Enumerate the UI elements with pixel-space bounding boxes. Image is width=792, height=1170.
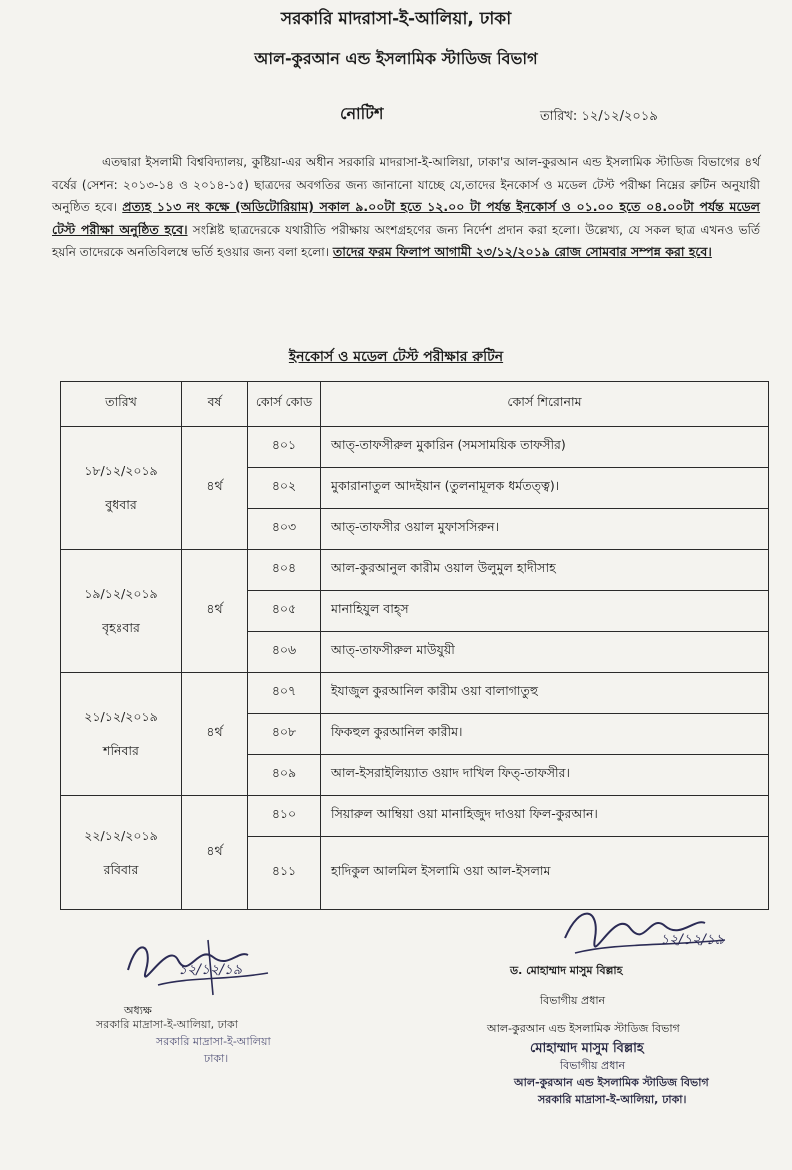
course-title: আত্-তাফসীর ওয়াল মুফাসসিরুন। [321,509,769,550]
head-name: ড. মোহাম্মাদ মাসুম বিল্লাহ [510,964,623,977]
course-title: আত্-তাফসীরুল মুকারিন (সমসাময়িক তাফসীর) [321,427,769,468]
department-name: আল-কুরআন এন্ড ইসলামিক স্টাডিজ বিভাগ [254,49,538,68]
routine-title: ইনকোর্স ও মডেল টেস্ট পরীক্ষার রুটিন [288,349,504,365]
head-stamp-dept: আল-কুরআন এন্ড ইসলামিক স্টাডিজ বিভাগ [514,1076,709,1089]
principal-stamp-line2: সরকারি মাদ্রাসা-ই-আলিয়া [156,1035,271,1048]
table-row [61,673,769,714]
principal-stamp-line1: সরকারি মাদ্রাসা-ই-আলিয়া, ঢাকা [96,1018,238,1031]
exam-date: ১৯/১২/২০১৯ [84,586,158,601]
head-title: বিভাগীয় প্রধান [540,994,606,1007]
year-cell: ৪র্থ [182,427,248,550]
exam-date: ২১/১২/২০১৯ [84,709,158,724]
notice-title: নোটিশ [340,104,384,123]
course-code: ৪০৪ [248,550,321,591]
exam-day: বৃহঃবার [102,620,140,635]
col-code-header: কোর্স কোড [248,382,321,427]
table-header-row [61,382,769,427]
table-row [61,427,769,468]
notice-body-schedule: প্রত্যহ ১১৩ নং কক্ষে (অডিটোরিয়াম) সকাল ৯.০০টা হতে ১২.০০ টা পর্যন্ত ইনকোর্স ও ০১.০০ হতে ০৪.০০টা পর্যন্ত মডেল টেস্ট পরীক্ষা অনুষ্ঠিত হবে। [52,199,760,237]
date-cell [61,673,182,796]
exam-day: বুধবার [105,497,137,512]
principal-handwritten-date: ১২/১২/১৯ [178,962,242,978]
head-handwritten-date: ১২/১২/১৯ [660,932,724,948]
notice-body-formfillup: তাদের ফরম ফিলাপ আগামী ২৩/১২/২০১৯ রোজ সোমবার সম্পন্ন করা হবে। [332,244,712,259]
course-code: ৪০৬ [248,632,321,673]
principal-stamp-line3: ঢাকা। [204,1052,229,1065]
year-cell: ৪র্থ [182,550,248,673]
notice-body [52,151,760,264]
principal-stamp [96,1016,271,1067]
course-code: ৪০৭ [248,673,321,714]
head-stamp-title: বিভাগীয় প্রধান [560,1059,626,1072]
year-cell: ৪র্থ [182,673,248,796]
course-title: আত্-তাফসীরুল মাউযুয়ী [321,632,769,673]
head-stamp-name: মোহাম্মাদ মাসুম বিল্লাহ [530,1041,644,1056]
course-title: ফিকহুল কুরআনিল কারীম। [321,714,769,755]
course-code: ৪০৩ [248,509,321,550]
course-title: আল-কুরআনুল কারীম ওয়াল উলুমুল হাদীসাহ [321,550,769,591]
institution-name: সরকারি মাদরাসা-ই-আলিয়া, ঢাকা [280,9,512,29]
head-stamp-inst: সরকারি মাদ্রাসা-ই-আলিয়া, ঢাকা। [538,1093,687,1106]
course-code: ৪১১ [248,837,321,910]
exam-date: ১৮/১২/২০১৯ [84,463,158,478]
course-title: সিয়ারুল আম্বিয়া ওয়া মানাহিজুদ দাওয়া ফিল-কুরআন। [321,796,769,837]
principal-role: অধ্যক্ষ [124,1004,152,1017]
course-title: আল-ইসরাইলিয়্যাত ওয়াদ দাখিল ফিত্-তাফসীর। [321,755,769,796]
date-cell [61,427,182,550]
notice-date: তারিখ: ১২/১২/২০১৯ [540,109,658,124]
table-row [61,550,769,591]
notice-body-part2: সংশ্লিষ্ট ছাত্রদেরকে যথারীতি পরীক্ষায় অংশগ্রহণের জন্য নির্দেশ প্রদান করা হলো। উল্লেখ্য, যে সকল ছাত্র এখনও ভর্তি হয়নি তাদেরকে অনতিবিলম্বে ভর্তি হওয়ার জন্য বলা হলো। [52,222,760,259]
notice-body-part1: এতদ্বারা ইসলামী বিশ্ববিদ্যালয়, কুষ্টিয়া-এর অধীন সরকারি মাদরাসা-ই-আলিয়া, ঢাকা'র আল-কুরআন এন্ড ইসলামিক স্টাডিজ বিভাগের ৪র্থ বর্ষের (সেশন: ২০১৩-১৪ ও ২০১৪-১৫) ছাত্রদের অবগতির জন্য জানানো যাচ্ছে যে,তাদের ইনকোর্স ও মডেল টেস্ট পরীক্ষা নিম্নের রুটিন অনুযায়ী অনুষ্ঠিত হবে। [52,155,760,214]
course-title: হাদিকুল আলমিল ইসলামি ওয়া আল-ইসলাম [321,837,769,910]
head-stamp [500,1040,709,1108]
exam-date: ২২/১২/২০১৯ [84,827,158,843]
course-title: মুকারানাতুল আদইয়ান (তুলনামূলক ধর্মতত্ত্ব)। [321,468,769,509]
exam-day: শনিবার [103,743,139,758]
course-code: ৪১০ [248,796,321,837]
course-title: ইযাজুল কুরআনিল কারীম ওয়া বালাগাতুহু [321,673,769,714]
course-code: ৪০৮ [248,714,321,755]
col-title-header: কোর্স শিরোনাম [321,382,769,427]
date-cell [61,550,182,673]
year-cell: ৪র্থ [182,796,248,910]
head-dept: আল-কুরআন এন্ড ইসলামিক স্টাডিজ বিভাগ [487,1022,680,1035]
routine-table [60,381,769,910]
table-row [61,796,769,837]
col-date-header: তারিখ [61,382,182,427]
col-year-header: বর্ষ [182,382,248,427]
course-code: ৪০১ [248,427,321,468]
exam-day: রবিবার [103,861,139,877]
course-code: ৪০৫ [248,591,321,632]
course-code: ৪০২ [248,468,321,509]
date-cell [61,796,182,910]
course-code: ৪০৯ [248,755,321,796]
course-title: মানাহিযুল বাহ্স [321,591,769,632]
